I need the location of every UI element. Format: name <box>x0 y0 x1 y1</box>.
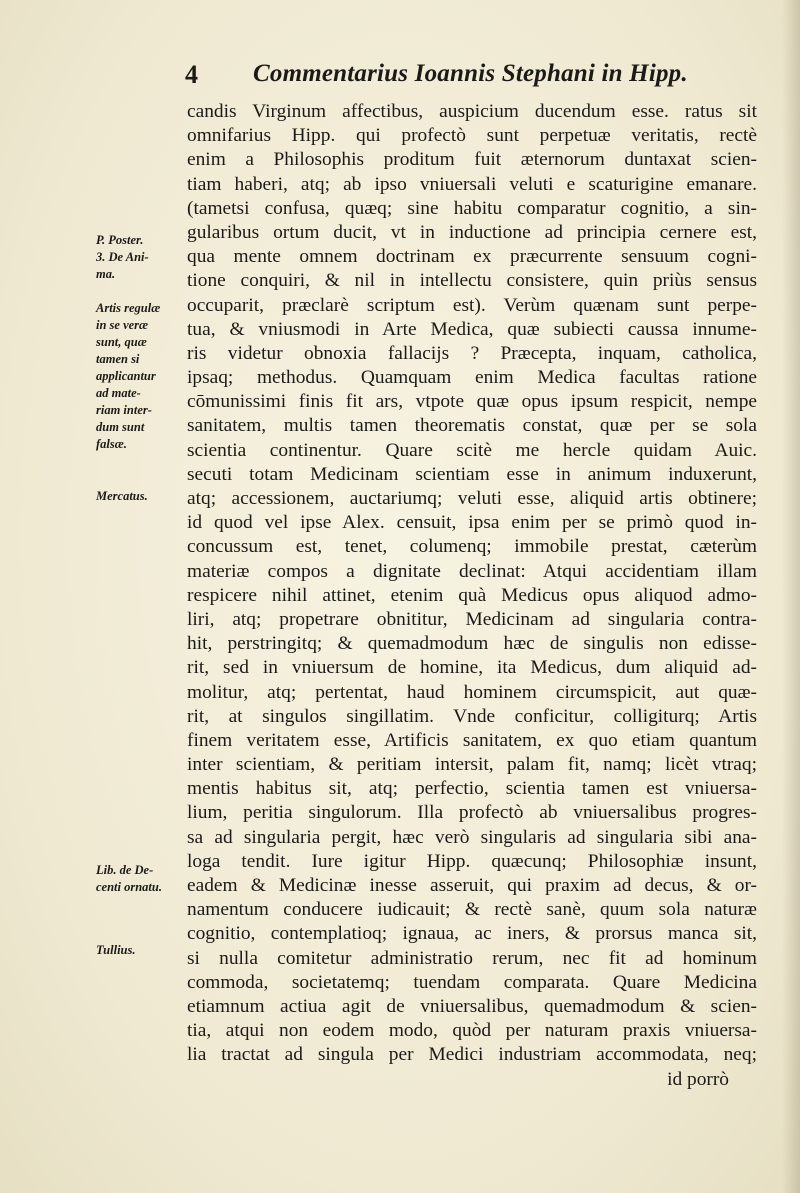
margin-note-artis-regulae <box>96 300 188 453</box>
margin-note-line: sunt, quæ <box>96 335 147 349</box>
text-line: namentum conducere iudicauit; & rectè sanè, quum sola naturæ <box>187 899 757 921</box>
text-line: atq; accessionem, auctariumq; veluti esse, aliquid artis obtinere; <box>187 488 757 509</box>
text-line: molitur, atq; pertentat, haud hominem circumspicit, aut quæ- <box>187 681 757 703</box>
text-line: concussum est, tenet, columenq; immobile prestat, cæterùm <box>187 536 757 558</box>
text-line: si nulla comitetur administratio rerum, nec fit ad hominum <box>187 947 757 969</box>
text-line: tia, atqui non eodem modo, quòd per naturam praxis vniuersa- <box>187 1020 757 1042</box>
text-line: tione conquiri, & nil in intellectu consistere, quin priùs sensus <box>187 270 757 292</box>
margin-note-line: in se veræ <box>96 318 149 332</box>
text-line: lium, peritia singulorum. Illa profectò ab vniuersalibus progres- <box>187 802 757 824</box>
text-line: cōmunissimi finis fit ars, vtpote quæ opus ipsum respicit, nempe <box>187 391 757 413</box>
body-text <box>187 100 757 1092</box>
margin-note-tullius <box>96 942 188 959</box>
text-line: tiam haberi, atq; ab ipso vniuersali veluti e scaturigine emanare. <box>187 173 757 195</box>
text-line: id quod vel ipse Alex. censuit, ipsa enim per se primò quod in- <box>187 512 757 534</box>
text-line: qua mente omnem doctrinam ex præcurrente sensuum cogni- <box>187 246 757 268</box>
page-header <box>185 58 705 92</box>
page-number: 4 <box>185 60 198 89</box>
text-line: liri, atq; propetrare obnititur, Medicinam ad singularia contra- <box>187 608 757 630</box>
text-line: gularibus ortum ducit, vt in inductione ad principia cernere est, <box>187 221 757 243</box>
text-line: sa ad singularia pergit, hæc verò singularis ad singularia sibi ana- <box>187 826 757 848</box>
text-line: rit, at singulos singillatim. Vnde conficitur, colligiturq; Artis <box>187 705 757 727</box>
margin-note-line: centi ornatu. <box>96 880 162 894</box>
text-line: tua, & vniusmodi in Arte Medica, quæ subiecti caussa innume- <box>187 318 757 340</box>
running-head: Commentarius Ioannis Stephani in Hipp. <box>253 60 688 87</box>
text-line: commoda, societatemq; tuendam comparata. Quare Medicina <box>187 971 757 993</box>
margin-note-line: Tullius. <box>96 943 136 957</box>
text-line: scientia continentur. Quare scitè me hercle quidam Auic. <box>187 439 757 461</box>
text-line: hit, perstringitq; & quemadmodum hæc de singulis non edisse- <box>187 633 757 655</box>
page-edge-shadow <box>782 0 800 1193</box>
text-line: enim a Philosophis proditum fuit æternorum duntaxat scien- <box>187 149 757 171</box>
margin-note-line: applicantur <box>96 369 156 383</box>
margin-note-line: riam inter- <box>96 403 152 417</box>
margin-note-line: 3. De Ani- <box>96 250 149 264</box>
text-line: eadem & Medicinæ inesse asseruit, qui praxim ad decus, & or- <box>187 875 757 896</box>
margin-note-mercatus <box>96 488 188 505</box>
text-line: secuti totam Medicinam scientiam esse in animum induxerunt, <box>187 463 757 485</box>
text-line: ris videtur obnoxia fallacijs ? Præcepta, inquam, catholica, <box>187 342 757 364</box>
margin-note-line: ad mate- <box>96 386 141 400</box>
text-line: loga tendit. Iure igitur Hipp. quæcunq; Philosophiæ insunt, <box>187 850 757 872</box>
text-line: candis Virginum affectibus, auspicium ducendum esse. ratus sit <box>187 101 757 122</box>
text-line: cognitio, contemplatioq; ignaua, ac iners, & prorsus manca sit, <box>187 923 757 945</box>
text-line: inter scientiam, & peritiam intersit, palam fit, namq; licèt vtraq; <box>187 754 757 776</box>
text-line: ipsaq; methodus. Quamquam enim Medica facultas ratione <box>187 367 757 389</box>
text-line: (tametsi confusa, quæq; sine habitu comparatur cognitio, a sin- <box>187 197 757 219</box>
margin-note-line: tamen si <box>96 352 140 366</box>
text-line: respicere nihil attinet, etenim quà Medicus opus aliquod admo- <box>187 584 757 606</box>
margin-note-line: P. Poster. <box>96 233 144 247</box>
text-line: id porrò <box>667 1068 729 1090</box>
text-line: occuparit, præclarè scriptum est). Verùm quænam sunt perpe- <box>187 294 757 316</box>
margin-note-line: Lib. de De- <box>96 863 154 877</box>
text-line: materiæ compos a dignitate declinat: Atqui accidentiam illam <box>187 560 757 582</box>
margin-note-line: dum sunt <box>96 420 145 434</box>
text-line: sanitatem, multis tamen theorematis constat, quæ per se sola <box>187 415 757 437</box>
text-line: etiamnum actiua agit de vniuersalibus, quemadmodum & scien- <box>187 995 757 1017</box>
text-line: finem veritatem esse, Artificis sanitatem, ex quo etiam quantum <box>187 729 757 751</box>
margin-note-line: Artis regulæ <box>96 301 161 315</box>
margin-note-line: Mercatus. <box>96 489 148 503</box>
margin-note-de-decenti-ornatu <box>96 862 188 896</box>
text-line: mentis habitus sit, atq; perfectio, scientia tamen est vniuersa- <box>187 778 757 800</box>
text-line: lia tractat ad singula per Medici industriam accommodata, neq; <box>187 1044 757 1066</box>
margin-note-de-anima <box>96 232 188 283</box>
text-line: rit, sed in vniuersum de homine, ita Medicus, dum aliquid ad- <box>187 657 757 679</box>
margin-note-line: ma. <box>96 267 116 281</box>
margin-note-line: falsæ. <box>96 437 127 451</box>
text-line: omnifarius Hipp. qui profectò sunt perpetuæ veritatis, rectè <box>187 125 757 147</box>
